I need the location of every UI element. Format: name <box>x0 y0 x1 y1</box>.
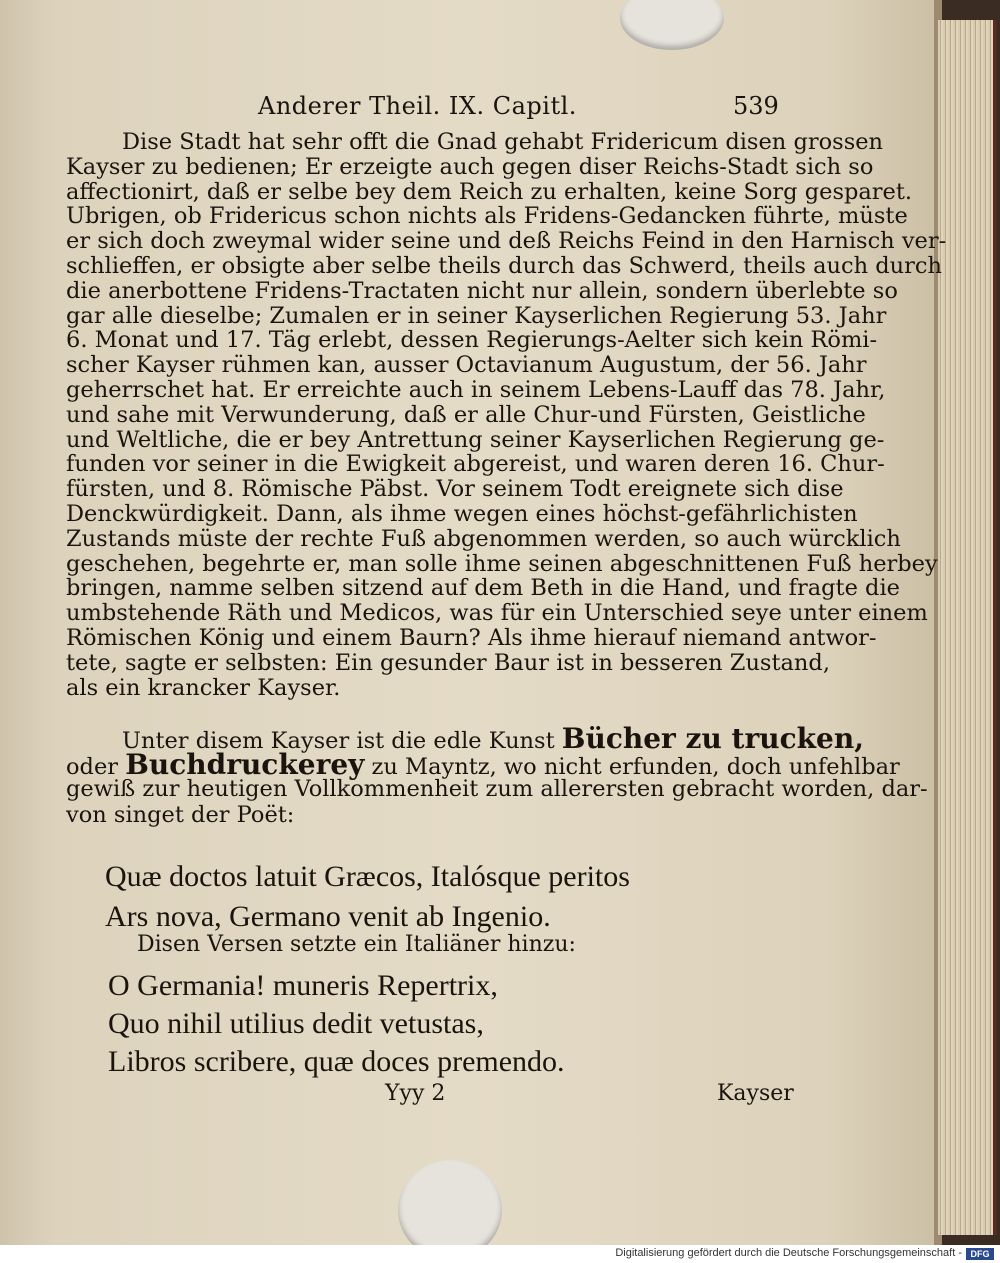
text-line: von singet der Poët: <box>66 801 295 828</box>
text-line: schlieffen, er obsigte aber selbe theils durch das Schwerd, theils auch durch <box>66 252 942 279</box>
running-head: Anderer Theil. IX. Capitl. <box>258 92 577 120</box>
funding-credit: Digitalisierung gefördert durch die Deutsche Forschungsgemeinschaft - <box>615 1247 962 1259</box>
catchword: Kayser <box>717 1081 794 1106</box>
text-span: zu Mayntz, wo nicht erfunden, doch unfehlbar <box>364 753 900 780</box>
verse-line: Quæ doctos latuit Græcos, Italósque peritos <box>105 860 630 893</box>
text-line: gar alle dieselbe; Zumalen er in seiner Kayserlichen Regierung 53. Jahr <box>66 302 887 329</box>
text-line: Ubrigen, ob Fridericus schon nichts als Fridens-Gedancken führte, müste <box>66 203 908 230</box>
text-line: fürsten, und 8. Römische Päbst. Vor seinem Todt ereignete sich dise <box>66 476 844 503</box>
page-edges <box>938 20 997 1235</box>
signature-mark: Yyy 2 <box>385 1081 446 1106</box>
text-line: funden vor seiner in die Ewigkeit abgereist, und waren deren 16. Chur- <box>66 451 885 478</box>
text-line: bringen, namme selben sitzend auf dem Beth in die Hand, und fragte die <box>66 575 900 602</box>
text-line: Kayser zu bedienen; Er erzeigte auch gegen diser Reichs-Stadt sich so <box>66 153 874 180</box>
text-line: gewiß zur heutigen Vollkommenheit zum allerersten gebracht worden, dar- <box>66 776 928 802</box>
latin-verse-2 <box>108 967 565 1081</box>
text-line: Zustands müste der rechte Fuß abgenommen werden, so auch würcklich <box>66 525 901 552</box>
emphasis-text: Bücher zu trucken, <box>561 722 864 755</box>
text-line: geherrschet hat. Er erreichte auch in seinem Lebens-Lauff das 78. Jahr, <box>66 376 886 403</box>
text-line: Römischen König und einem Baurn? Als ihme hierauf niemand antwor- <box>66 624 877 651</box>
verse-line: O Germania! muneris Repertrix, <box>108 969 498 1002</box>
verse-line: Libros scribere, quæ doces premendo. <box>108 1045 565 1078</box>
footer-bar <box>0 1245 1000 1263</box>
latin-verse-1 <box>105 857 630 937</box>
text-line: als ein krancker Kayser. <box>66 674 341 701</box>
text-line: er sich doch zweymal wider seine und deß Reichs Feind in den Harnisch ver- <box>66 228 947 255</box>
text-line: umbstehende Räth und Medicos, was für ein Unterschied seye unter einem <box>66 600 928 627</box>
text-line: geschehen, begehrte er, man solle ihme seinen abgeschnittenen Fuß herbey <box>66 550 938 577</box>
text-line: 6. Monat und 17. Täg erlebt, dessen Regierungs-Aelter sich kein Römi- <box>66 327 878 354</box>
text-line <box>66 747 928 781</box>
text-span: oder <box>66 753 126 780</box>
verse-line: Quo nihil utilius dedit vetustas, <box>108 1007 484 1040</box>
page-number: 539 <box>733 92 779 120</box>
text-line: affectionirt, daß er selbe bey dem Reich zu erhalten, keine Sorg gesparet. <box>66 178 913 205</box>
emphasis-text: Buchdruckerey <box>125 747 365 781</box>
text-line: Dise Stadt hat sehr offt die Gnad gehabt Fridericum disen grossen <box>122 129 884 155</box>
dfg-logo: DFG <box>966 1248 994 1260</box>
text-span: Unter disem Kayser ist die edle Kunst <box>122 728 562 754</box>
verse-line: Ars nova, Germano venit ab Ingenio. <box>105 900 551 933</box>
text-line: die anerbottene Fridens-Tractaten nicht nur allein, sondern überlebte so <box>66 277 898 304</box>
paragraph-1 <box>66 130 946 700</box>
text-line: und Weltliche, die er bey Antrettung seiner Kayserlichen Regierung ge- <box>66 426 885 453</box>
paragraph-2 <box>66 722 928 828</box>
verse-intro: Disen Versen setzte ein Italiäner hinzu: <box>137 932 576 957</box>
text-line: und sahe mit Verwunderung, daß er alle Chur-und Fürsten, Geistliche <box>66 401 866 428</box>
text-line: tete, sagte er selbsten: Ein gesunder Baur ist in besseren Zustand, <box>66 649 830 676</box>
text-line: Denckwürdigkeit. Dann, als ihme wegen eines höchst-gefährlichisten <box>66 500 858 527</box>
text-line: scher Kayser rühmen kan, ausser Octavianum Augustum, der 56. Jahr <box>66 352 867 379</box>
